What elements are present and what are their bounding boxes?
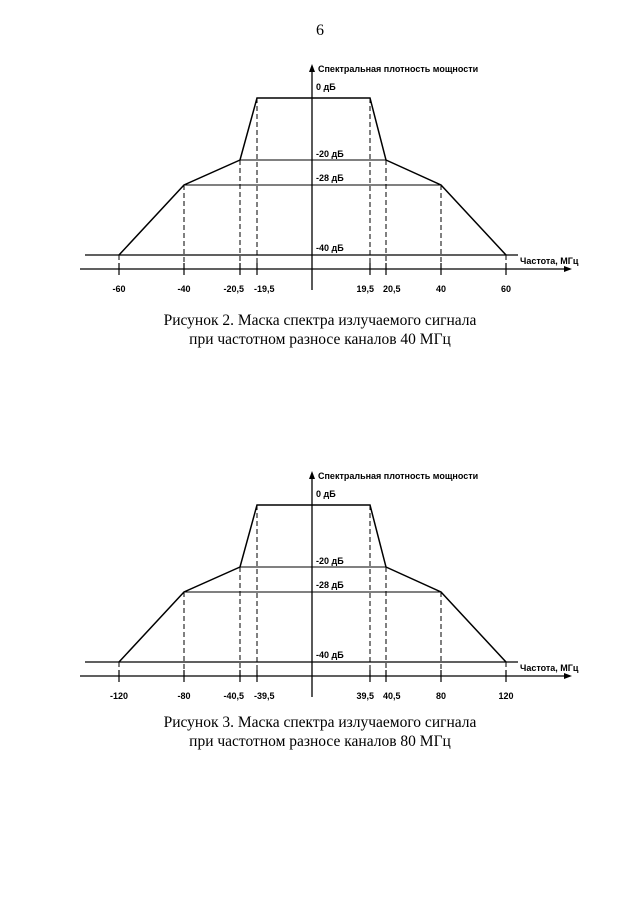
caption-line-2: при частотном разносе каналов 80 МГц xyxy=(189,733,451,750)
x-tick-label: 60 xyxy=(500,284,512,294)
x-tick-label: 20,5 xyxy=(383,284,401,294)
db-level-label: -40 дБ xyxy=(316,243,344,253)
x-tick-label: 40,5 xyxy=(383,691,401,701)
x-tick-label: -80 xyxy=(177,691,191,701)
power-axis-arrow xyxy=(309,471,315,479)
page-number: 6 xyxy=(316,22,324,39)
x-tick-label: -40 xyxy=(177,284,191,294)
figure-caption-3 xyxy=(0,713,640,751)
figure-caption-2 xyxy=(0,311,640,349)
x-tick-label: 80 xyxy=(435,691,447,701)
power-axis-arrow xyxy=(309,64,315,72)
frequency-axis-arrow xyxy=(564,266,572,272)
x-axis-label: Частота, МГц xyxy=(520,256,579,266)
x-tick-label: -120 xyxy=(109,691,129,701)
spectrum-mask-chart-80mhz xyxy=(0,465,640,725)
caption-line-2: при частотном разносе каналов 40 МГц xyxy=(189,331,451,348)
caption-line-1: Рисунок 3. Маска спектра излучаемого сигнала xyxy=(163,714,477,731)
x-tick-label: -20,5 xyxy=(223,284,244,294)
db-level-label: -28 дБ xyxy=(316,580,344,590)
y-axis-label: Спектральная плотность мощности xyxy=(318,471,479,481)
caption-line-1: Рисунок 2. Маска спектра излучаемого сигнала xyxy=(163,312,477,329)
spectrum-mask-chart-40mhz xyxy=(0,58,640,318)
db-level-label: 0 дБ xyxy=(316,82,336,92)
db-level-label: -20 дБ xyxy=(316,149,344,159)
db-level-label: 0 дБ xyxy=(316,489,336,499)
x-tick-label: 40 xyxy=(435,284,447,294)
x-tick-label: -40,5 xyxy=(223,691,244,701)
x-tick-label: 39,5 xyxy=(356,691,374,701)
y-axis-label: Спектральная плотность мощности xyxy=(318,64,479,74)
db-level-label: -28 дБ xyxy=(316,173,344,183)
x-tick-label: -19,5 xyxy=(254,284,275,294)
x-tick-label: -60 xyxy=(112,284,126,294)
db-level-label: -40 дБ xyxy=(316,650,344,660)
frequency-axis-arrow xyxy=(564,673,572,679)
x-axis-label: Частота, МГц xyxy=(520,663,579,673)
db-level-label: -20 дБ xyxy=(316,556,344,566)
x-tick-label: -39,5 xyxy=(254,691,275,701)
x-tick-label: 120 xyxy=(498,691,514,701)
x-tick-label: 19,5 xyxy=(356,284,374,294)
